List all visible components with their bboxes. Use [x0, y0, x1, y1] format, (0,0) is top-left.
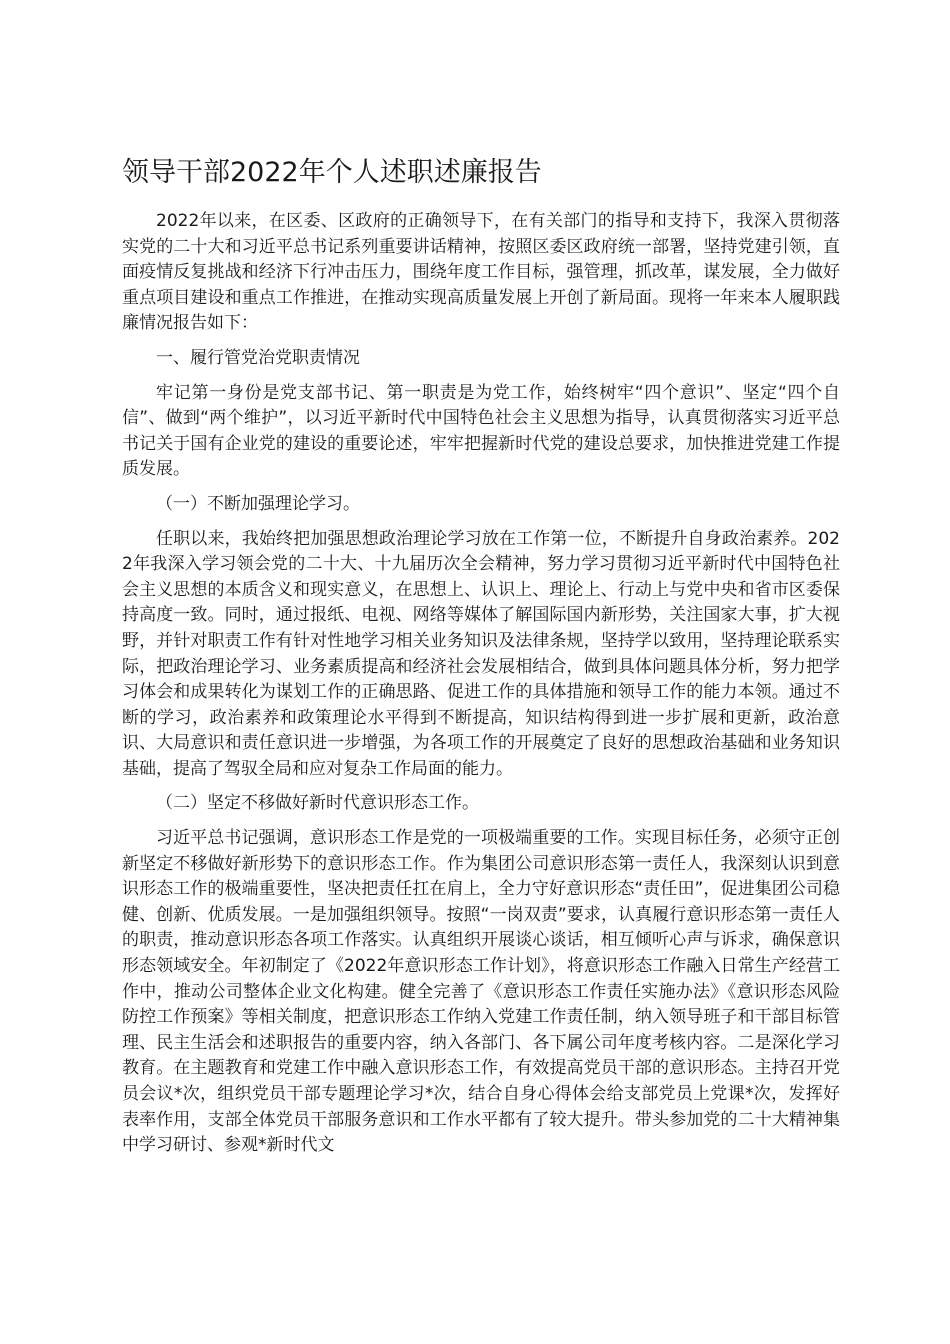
subheading-2: （二）坚定不移做好新时代意识形态工作。	[156, 793, 479, 814]
document-body	[122, 209, 840, 1159]
paragraph-intro: 2022年以来，在区委、区政府的正确领导下，在有关部门的指导和支持下，我深入贯彻落实党的二十大和习近平总书记系列重要讲话精神，按照区委区政府统一部署，坚持党建引领，直面疫情反复挑战和经济下行冲击压力，围绕年度工作目标，强管理，抓改革，谋发展，全力做好重点项目建设和重点工作推进，在推动实现高质量发展上开创了新局面。现将一年来本人履职践廉情况报告如下：	[122, 211, 840, 334]
document-title: 领导干部2022年个人述职述廉报告	[122, 157, 542, 188]
paragraph-section-1: 牢记第一身份是党支部书记、第一职责是为党工作，始终树牢“四个意识”、坚定“四个自信”、做到“两个维护”，以习近平新时代中国特色社会主义思想为指导，认真贯彻落实习近平总书记关于国有企业党的建设的重要论述，牢牢把握新时代党的建设总要求，加快推进党建工作提质发展。	[122, 382, 840, 480]
paragraph-theory-study: 任职以来，我始终把加强思想政治理论学习放在工作第一位，不断提升自身政治素养。2022年我深入学习领会党的二十大、十九届历次全会精神，努力学习贯彻习近平新时代中国特色社会主义思想的本质含义和现实意义，在思想上、认识上、理论上、行动上与党中央和省市区委保持高度一致。同时，通过报纸、电视、网络等媒体了解国际国内新形势，关注国家大事，扩大视野，并针对职责工作有针对性地学习相关业务知识及法律条规，坚持学以致用，坚持理论联系实际，把政治理论学习、业务素质提高和经济社会发展相结合，做到具体问题具体分析，努力把学习体会和成果转化为谋划工作的正确思路、促进工作的具体措施和领导工作的能力本领。通过不断的学习，政治素养和政策理论水平得到不断提高，知识结构得到进一步扩展和更新，政治意识、大局意识和责任意识进一步增强，为各项工作的开展奠定了良好的思想政治基础和业务知识基础，提高了驾驭全局和应对复杂工作局面的能力。	[122, 528, 840, 779]
subheading-1: （一）不断加强理论学习。	[156, 493, 360, 514]
section-heading-1: 一、履行管党治党职责情况	[156, 347, 360, 368]
paragraph-ideology-work: 习近平总书记强调，意识形态工作是党的一项极端重要的工作。实现目标任务，必须守正创新坚定不移做好新形势下的意识形态工作。作为集团公司意识形态第一责任人，我深刻认识到意识形态工作的极端重要性，坚决把责任扛在肩上，全力守好意识形态“责任田”，促进集团公司稳健、创新、优质发展。一是加强组织领导。按照“一岗双责”要求，认真履行意识形态第一责任人的职责，推动意识形态各项工作落实。认真组织开展谈心谈话，相互倾听心声与诉求，确保意识形态领域安全。年初制定了《2022年意识形态工作计划》，将意识形态工作融入日常生产经营工作中，推动公司整体企业文化构建。健全完善了《意识形态工作责任实施办法》《意识形态风险防控工作预案》等相关制度，把意识形态工作纳入党建工作责任制，纳入领导班子和干部目标管理、民主生活会和述职报告的重要内容，纳入各部门、各下属公司年度考核内容。二是深化学习教育。在主题教育和党建工作中融入意识形态工作，有效提高党员干部的意识形态。主持召开党员会议*次，组织党员干部专题理论学习*次，结合自身心得体会给支部党员上党课*次，发挥好表率作用，支部全体党员干部服务意识和工作水平都有了较大提升。带头参加党的二十大精神集中学习研讨、参观*新时代文	[122, 828, 840, 1156]
